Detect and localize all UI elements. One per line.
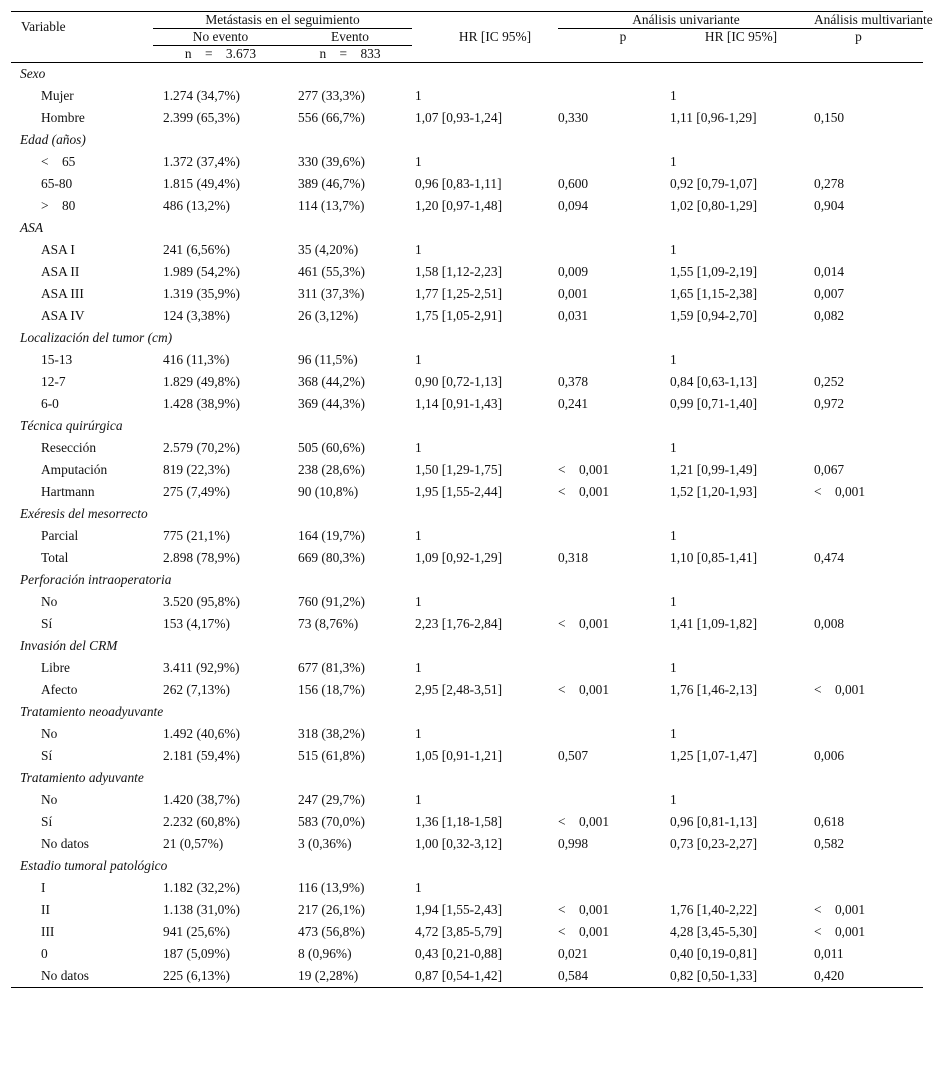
cell-uni-hr: 1,05 [0,91-1,21] — [415, 748, 503, 763]
cell-multi-hr: 1,76 [1,40-2,22] — [670, 902, 758, 917]
cell-event: 583 (70,0%) — [298, 814, 365, 829]
table-row — [11, 85, 923, 107]
group-row — [11, 217, 923, 239]
cell-uni-p: < 0,001 — [558, 616, 610, 631]
cell-multi-p: < 0,001 — [814, 902, 866, 917]
table-row — [11, 151, 923, 173]
cell-uni-hr: 1,20 [0,97-1,48] — [415, 198, 503, 213]
row-label: ASA I — [41, 242, 75, 257]
cell-event: 238 (28,6%) — [298, 462, 365, 477]
cell-multi-hr: 1,10 [0,85-1,41] — [670, 550, 758, 565]
cell-multi-hr: 0,84 [0,63-1,13] — [670, 374, 758, 389]
cell-event: 73 (8,76%) — [298, 616, 359, 631]
cell-event: 156 (18,7%) — [298, 682, 365, 697]
table-row — [11, 877, 923, 899]
cell-uni-hr: 1 — [415, 242, 422, 257]
table-row — [11, 613, 923, 635]
cell-uni-p: 0,600 — [558, 176, 589, 191]
cell-no-event: 416 (11,3%) — [163, 352, 230, 367]
group-label: Perforación intraoperatoria — [20, 572, 172, 587]
table-row — [11, 789, 923, 811]
row-label: Hombre — [41, 110, 85, 125]
header-metastasis: Metástasis en el seguimiento — [153, 12, 412, 29]
table-row — [11, 305, 923, 327]
header-n-no-event: n = 3.673 — [153, 46, 288, 63]
cell-event: 473 (56,8%) — [298, 924, 365, 939]
cell-uni-p: < 0,001 — [558, 924, 610, 939]
header-event: Evento — [288, 29, 412, 46]
cell-no-event: 1.319 (35,9%) — [163, 286, 240, 301]
table-row — [11, 943, 923, 965]
table-row — [11, 173, 923, 195]
group-label: Localización del tumor (cm) — [20, 330, 173, 345]
cell-no-event: 1.138 (31,0%) — [163, 902, 240, 917]
table-row — [11, 437, 923, 459]
cell-uni-hr: 1,75 [1,05-2,91] — [415, 308, 503, 323]
cell-multi-hr: 1,59 [0,94-2,70] — [670, 308, 758, 323]
cell-no-event: 1.182 (32,2%) — [163, 880, 240, 895]
cell-multi-hr: 1 — [670, 154, 677, 169]
cell-no-event: 153 (4,17%) — [163, 616, 230, 631]
cell-uni-hr: 0,90 [0,72-1,13] — [415, 374, 503, 389]
cell-no-event: 2.898 (78,9%) — [163, 550, 240, 565]
cell-event: 90 (10,8%) — [298, 484, 359, 499]
row-label: 15-13 — [41, 352, 73, 367]
cell-event: 19 (2,28%) — [288, 965, 412, 988]
cell-no-event: 1.420 (38,7%) — [163, 792, 240, 807]
cell-uni-hr: 1,00 [0,32-3,12] — [415, 836, 503, 851]
cell-event: 389 (46,7%) — [298, 176, 365, 191]
cell-uni-p: < 0,001 — [558, 484, 610, 499]
cell-uni-p: 0,378 — [558, 374, 589, 389]
cell-uni-p — [558, 657, 668, 679]
cell-uni-p — [558, 789, 668, 811]
table-row — [11, 745, 923, 767]
row-label: 0 — [41, 946, 48, 961]
cell-multi-hr: 1 — [670, 88, 677, 103]
cell-uni-hr: 2,95 [2,48-3,51] — [415, 682, 503, 697]
row-label: No datos — [11, 965, 153, 988]
cell-event: 114 (13,7%) — [298, 198, 365, 213]
cell-uni-hr: 1,14 [0,91-1,43] — [415, 396, 503, 411]
cell-multi-hr — [668, 877, 814, 899]
table-row — [11, 393, 923, 415]
cell-uni-hr: 1 — [415, 352, 422, 367]
group-label: Estadio tumoral patológico — [20, 858, 168, 873]
cell-multi-p — [814, 437, 923, 459]
cell-uni-p — [558, 525, 668, 547]
header-n-event: n = 833 — [288, 46, 412, 63]
cell-multi-hr: 1 — [670, 726, 677, 741]
cell-multi-p: < 0,001 — [814, 682, 866, 697]
cell-multi-p: 0,082 — [814, 308, 845, 323]
cell-uni-p — [558, 151, 668, 173]
cell-no-event: 3.411 (92,9%) — [163, 660, 240, 675]
cell-multi-p: 0,008 — [814, 616, 845, 631]
cell-multi-p: 0,904 — [814, 198, 845, 213]
row-label: Sí — [41, 748, 53, 763]
cell-uni-p: < 0,001 — [558, 814, 610, 829]
cell-uni-hr: 1 — [415, 440, 422, 455]
cell-uni-hr: 4,72 [3,85-5,79] — [415, 924, 503, 939]
cell-multi-hr: 1 — [670, 242, 677, 257]
cell-uni-hr: 1,36 [1,18-1,58] — [415, 814, 503, 829]
results-table — [11, 11, 933, 988]
cell-no-event: 1.274 (34,7%) — [163, 88, 240, 103]
cell-multi-hr: 1,55 [1,09-2,19] — [670, 264, 758, 279]
group-label: Tratamiento adyuvante — [20, 770, 144, 785]
table-row — [11, 459, 923, 481]
table-row — [11, 261, 923, 283]
cell-uni-hr: 1 — [415, 726, 422, 741]
table-row — [11, 481, 923, 503]
cell-uni-hr: 1 — [415, 792, 422, 807]
cell-event: 369 (44,3%) — [298, 396, 365, 411]
cell-multi-p: 0,252 — [814, 374, 845, 389]
row-label: Sí — [41, 616, 53, 631]
row-label: No — [41, 594, 58, 609]
cell-no-event: 262 (7,13%) — [163, 682, 230, 697]
group-row — [11, 855, 923, 877]
cell-multi-p: 0,007 — [814, 286, 845, 301]
table-row — [11, 591, 923, 613]
cell-no-event: 1.372 (37,4%) — [163, 154, 240, 169]
cell-uni-hr: 0,87 [0,54-1,42] — [412, 965, 558, 988]
cell-uni-p: < 0,001 — [558, 462, 610, 477]
cell-multi-p: 0,972 — [814, 396, 845, 411]
cell-uni-p: < 0,001 — [558, 902, 610, 917]
cell-uni-p — [558, 437, 668, 459]
table-row — [11, 833, 923, 855]
cell-no-event: 819 (22,3%) — [163, 462, 230, 477]
cell-multi-p — [814, 349, 923, 371]
cell-event: 26 (3,12%) — [298, 308, 359, 323]
cell-multi-p: 0,011 — [814, 946, 844, 961]
cell-multi-hr: 1 — [670, 792, 677, 807]
cell-uni-p — [558, 85, 668, 107]
cell-multi-p — [814, 525, 923, 547]
group-row — [11, 327, 923, 349]
cell-event: 247 (29,7%) — [298, 792, 365, 807]
cell-multi-hr: 1 — [670, 660, 677, 675]
cell-uni-p — [558, 723, 668, 745]
cell-multi-p: < 0,001 — [814, 924, 866, 939]
row-label: No — [41, 792, 58, 807]
cell-multi-hr: 1,52 [1,20-1,93] — [670, 484, 758, 499]
group-label: Sexo — [20, 66, 46, 81]
header-univariate: Análisis univariante — [558, 12, 814, 29]
cell-event: 760 (91,2%) — [298, 594, 365, 609]
cell-no-event: 187 (5,09%) — [163, 946, 230, 961]
cell-event: 677 (81,3%) — [298, 660, 365, 675]
group-label: Invasión del CRM — [20, 638, 118, 653]
row-label: Afecto — [41, 682, 78, 697]
cell-event: 368 (44,2%) — [298, 374, 365, 389]
row-label: > 80 — [41, 198, 76, 213]
cell-event: 116 (13,9%) — [298, 880, 365, 895]
table-row — [11, 107, 923, 129]
cell-uni-p: 0,001 — [558, 286, 589, 301]
row-label: Parcial — [41, 528, 79, 543]
cell-multi-p: 0,278 — [814, 176, 845, 191]
group-row — [11, 503, 923, 525]
cell-uni-hr: 2,23 [1,76-2,84] — [415, 616, 503, 631]
cell-uni-hr: 1,50 [1,29-1,75] — [415, 462, 503, 477]
cell-event: 505 (60,6%) — [298, 440, 365, 455]
group-label: ASA — [20, 220, 44, 235]
cell-uni-hr: 1 — [415, 594, 422, 609]
table-row — [11, 195, 923, 217]
cell-uni-p: 0,318 — [558, 550, 589, 565]
cell-uni-p: 0,330 — [558, 110, 589, 125]
table-row — [11, 899, 923, 921]
cell-uni-p: 0,507 — [558, 748, 589, 763]
cell-multi-hr: 1,65 [1,15-2,38] — [670, 286, 758, 301]
cell-no-event: 775 (21,1%) — [163, 528, 230, 543]
cell-multi-hr: 0,99 [0,71-1,40] — [670, 396, 758, 411]
table-header — [11, 12, 933, 63]
cell-event: 96 (11,5%) — [298, 352, 358, 367]
row-label: No datos — [41, 836, 89, 851]
row-label: Amputación — [41, 462, 108, 477]
row-label: I — [41, 880, 46, 895]
table-row — [11, 547, 923, 569]
cell-no-event: 941 (25,6%) — [163, 924, 230, 939]
cell-multi-p — [814, 789, 923, 811]
table-row — [11, 723, 923, 745]
cell-no-event: 1.815 (49,4%) — [163, 176, 240, 191]
cell-uni-hr: 1 — [415, 154, 422, 169]
group-label: Técnica quirúrgica — [20, 418, 123, 433]
cell-multi-p — [814, 591, 923, 613]
table-row — [11, 283, 923, 305]
cell-multi-hr: 1,41 [1,09-1,82] — [670, 616, 758, 631]
cell-uni-p: < 0,001 — [558, 682, 610, 697]
cell-event: 669 (80,3%) — [298, 550, 365, 565]
cell-event: 3 (0,36%) — [298, 836, 352, 851]
table-body — [11, 63, 923, 988]
cell-uni-p — [558, 239, 668, 261]
cell-event: 461 (55,3%) — [298, 264, 365, 279]
cell-multi-p: 0,618 — [814, 814, 845, 829]
cell-multi-p: < 0,001 — [814, 484, 866, 499]
cell-multi-hr: 0,92 [0,79-1,07] — [670, 176, 758, 191]
table-row — [11, 679, 923, 701]
row-label: Hartmann — [41, 484, 95, 499]
cell-uni-hr: 1,07 [0,93-1,24] — [415, 110, 503, 125]
cell-multi-hr: 0,96 [0,81-1,13] — [670, 814, 758, 829]
cell-multi-p: 0,582 — [814, 836, 845, 851]
row-label: Libre — [41, 660, 70, 675]
cell-multi-p — [814, 151, 923, 173]
cell-uni-p — [558, 349, 668, 371]
cell-multi-hr: 4,28 [3,45-5,30] — [670, 924, 758, 939]
cell-multi-p — [814, 877, 923, 899]
row-label: Sí — [41, 814, 53, 829]
table-row — [11, 811, 923, 833]
row-label: ASA II — [41, 264, 80, 279]
cell-uni-p: 0,021 — [558, 946, 589, 961]
cell-event: 515 (61,8%) — [298, 748, 365, 763]
cell-multi-p: 0,150 — [814, 110, 845, 125]
cell-no-event: 275 (7,49%) — [163, 484, 230, 499]
table-row — [11, 965, 923, 988]
group-label: Exéresis del mesorrecto — [20, 506, 148, 521]
row-label: ASA IV — [41, 308, 85, 323]
header-uni-p: p — [619, 29, 627, 45]
cell-no-event: 124 (3,38%) — [163, 308, 230, 323]
cell-multi-p — [814, 239, 923, 261]
cell-multi-p: 0,474 — [814, 550, 845, 565]
cell-uni-p: 0,094 — [558, 198, 589, 213]
row-label: Mujer — [41, 88, 74, 103]
results-table-container — [11, 11, 933, 988]
cell-uni-hr: 1 — [415, 880, 422, 895]
group-row — [11, 415, 923, 437]
header-multi-hr: HR [IC 95%] — [704, 29, 778, 45]
cell-uni-p: 0,031 — [558, 308, 589, 323]
header-multivariate: Análisis multivariante — [814, 12, 933, 27]
cell-no-event: 2.399 (65,3%) — [163, 110, 240, 125]
cell-uni-hr: 1 — [415, 660, 422, 675]
cell-uni-p: 0,241 — [558, 396, 589, 411]
cell-uni-hr: 1 — [415, 528, 422, 543]
cell-uni-hr: 1 — [415, 88, 422, 103]
cell-multi-p: 0,014 — [814, 264, 845, 279]
table-row — [11, 239, 923, 261]
row-label: Total — [41, 550, 69, 565]
row-label: 6-0 — [41, 396, 59, 411]
cell-uni-p — [558, 591, 668, 613]
group-row — [11, 129, 923, 151]
row-label: 12-7 — [41, 374, 66, 389]
cell-no-event: 2.232 (60,8%) — [163, 814, 240, 829]
cell-event: 277 (33,3%) — [298, 88, 365, 103]
cell-multi-hr: 1 — [670, 528, 677, 543]
header-multi-p: p — [855, 29, 862, 45]
table-row — [11, 657, 923, 679]
cell-uni-hr: 1,58 [1,12-2,23] — [415, 264, 503, 279]
group-label: Tratamiento neoadyuvante — [20, 704, 164, 719]
cell-event: 318 (38,2%) — [298, 726, 365, 741]
cell-multi-p — [814, 85, 923, 107]
cell-uni-hr: 1,94 [1,55-2,43] — [415, 902, 503, 917]
cell-event: 164 (19,7%) — [298, 528, 365, 543]
row-label: II — [41, 902, 50, 917]
cell-no-event: 225 (6,13%) — [153, 965, 288, 988]
cell-no-event: 2.579 (70,2%) — [163, 440, 240, 455]
cell-no-event: 486 (13,2%) — [163, 198, 230, 213]
cell-no-event: 1.829 (49,8%) — [163, 374, 240, 389]
cell-multi-hr: 1,11 [0,96-1,29] — [670, 110, 757, 125]
cell-multi-hr: 1,02 [0,80-1,29] — [670, 198, 758, 213]
group-row — [11, 569, 923, 591]
cell-no-event: 241 (6,56%) — [163, 242, 230, 257]
cell-no-event: 1.428 (38,9%) — [163, 396, 240, 411]
cell-no-event: 1.492 (40,6%) — [163, 726, 240, 741]
cell-event: 556 (66,7%) — [298, 110, 365, 125]
cell-no-event: 1.989 (54,2%) — [163, 264, 240, 279]
cell-multi-hr: 1 — [670, 352, 677, 367]
cell-multi-hr: 0,73 [0,23-2,27] — [670, 836, 758, 851]
table-row — [11, 349, 923, 371]
cell-event: 35 (4,20%) — [298, 242, 359, 257]
header-variable: Variable — [11, 12, 153, 63]
cell-event: 8 (0,96%) — [298, 946, 352, 961]
table-row — [11, 525, 923, 547]
cell-multi-p: 0,420 — [814, 965, 923, 988]
cell-no-event: 2.181 (59,4%) — [163, 748, 240, 763]
group-row — [11, 767, 923, 789]
header-no-event: No evento — [153, 29, 288, 46]
cell-multi-hr: 0,40 [0,19-0,81] — [670, 946, 758, 961]
cell-uni-hr: 0,96 [0,83-1,11] — [415, 176, 502, 191]
group-row — [11, 635, 923, 657]
cell-no-event: 3.520 (95,8%) — [163, 594, 240, 609]
cell-event: 311 (37,3%) — [298, 286, 365, 301]
cell-multi-hr: 1,25 [1,07-1,47] — [670, 748, 758, 763]
cell-uni-hr: 1,77 [1,25-2,51] — [415, 286, 503, 301]
row-label: No — [41, 726, 58, 741]
table-row — [11, 371, 923, 393]
cell-multi-p — [814, 723, 923, 745]
table-row — [11, 921, 923, 943]
row-label: ASA III — [41, 286, 84, 301]
cell-multi-hr: 1 — [670, 594, 677, 609]
cell-uni-p — [558, 877, 668, 899]
row-label: III — [41, 924, 55, 939]
cell-multi-hr: 1 — [670, 440, 677, 455]
cell-uni-hr: 1,95 [1,55-2,44] — [415, 484, 503, 499]
cell-uni-p: 0,998 — [558, 836, 589, 851]
cell-uni-hr: 1,09 [0,92-1,29] — [415, 550, 503, 565]
row-label: < 65 — [41, 154, 76, 169]
cell-multi-hr: 1,21 [0,99-1,49] — [670, 462, 758, 477]
cell-no-event: 21 (0,57%) — [163, 836, 224, 851]
cell-event: 217 (26,1%) — [298, 902, 365, 917]
cell-multi-p: 0,067 — [814, 462, 845, 477]
cell-multi-p: 0,006 — [814, 748, 845, 763]
cell-multi-p — [814, 657, 923, 679]
group-label: Edad (años) — [20, 132, 86, 147]
cell-multi-hr: 1,76 [1,46-2,13] — [670, 682, 758, 697]
group-row — [11, 701, 923, 723]
row-label: Resección — [41, 440, 97, 455]
cell-uni-p: 0,584 — [558, 965, 668, 988]
cell-uni-p: 0,009 — [558, 264, 589, 279]
cell-multi-hr: 0,82 [0,50-1,33] — [668, 965, 814, 988]
header-uni-hr: HR [IC 95%] — [458, 29, 532, 44]
group-row — [11, 63, 923, 86]
row-label: 65-80 — [41, 176, 73, 191]
cell-uni-hr: 0,43 [0,21-0,88] — [415, 946, 503, 961]
cell-event: 330 (39,6%) — [298, 154, 365, 169]
